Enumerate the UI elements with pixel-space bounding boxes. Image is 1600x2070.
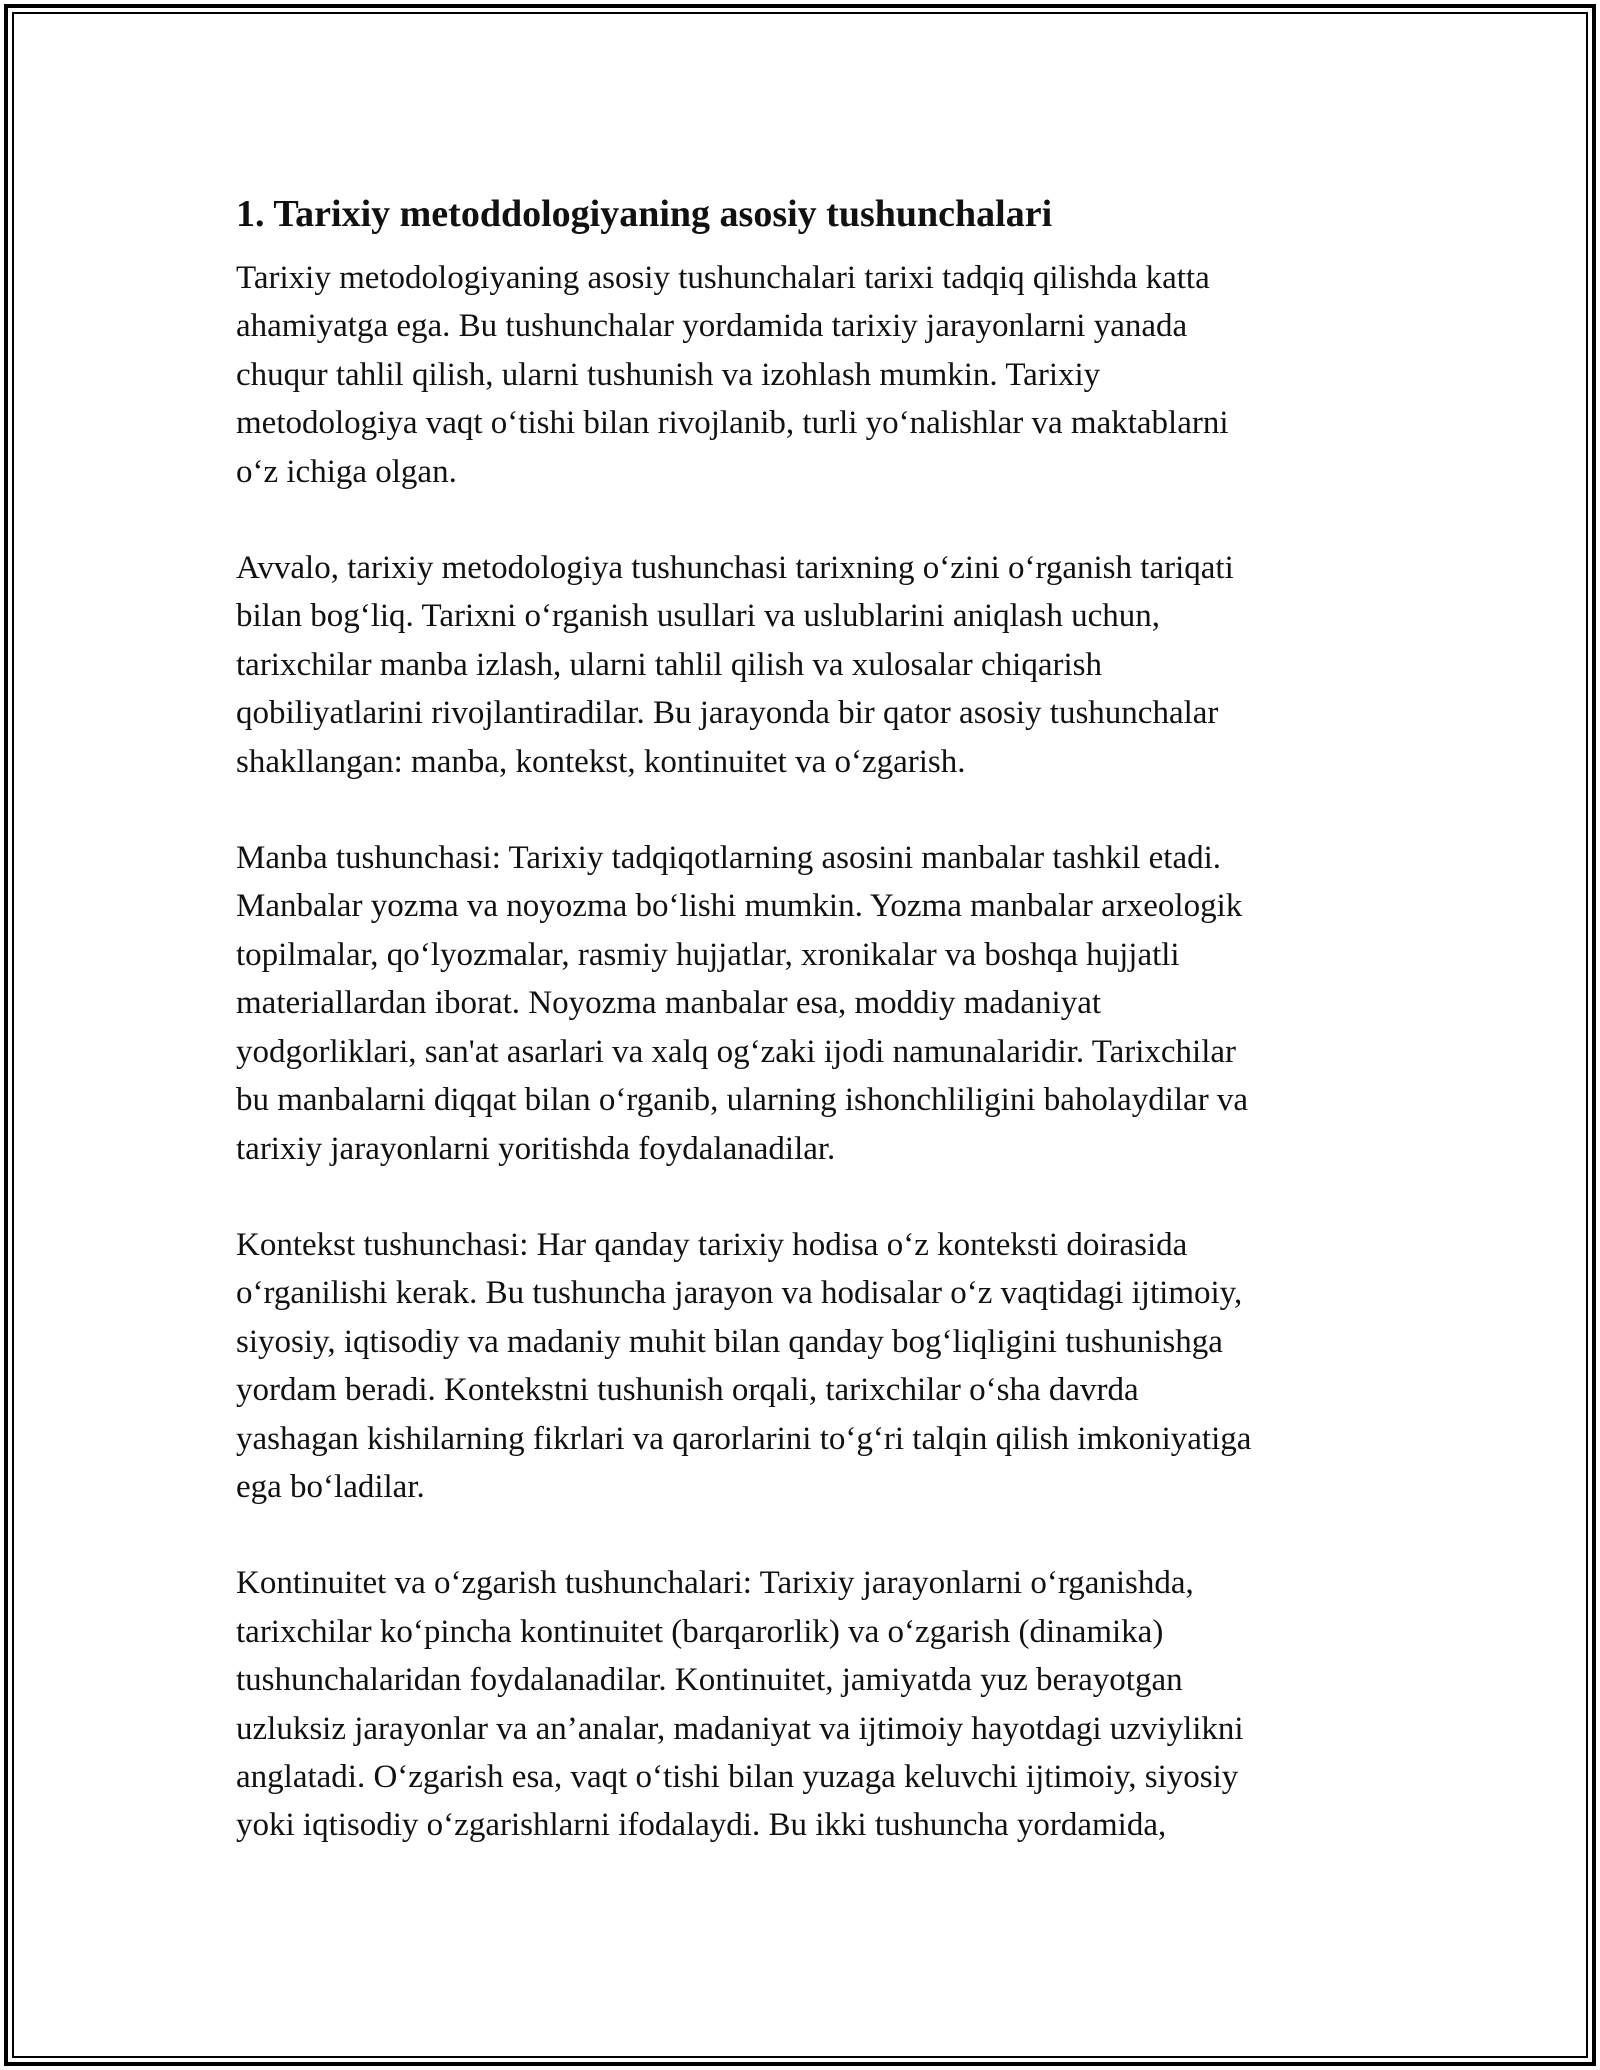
paragraph-line: yashagan kishilarning fikrlari va qarorlarini to‘g‘ri talqin qilish imkoniyatiga <box>236 1420 1252 1457</box>
section-heading: 1. Tarixiy metoddologiyaning asosiy tushunchalari <box>236 193 1053 235</box>
paragraph-line: anglatadi. O‘zgarish esa, vaqt o‘tishi bilan yuzaga keluvchi ijtimoiy, siyosiy <box>236 1758 1239 1795</box>
paragraph-line: ahamiyatga ega. Bu tushunchalar yordamida tarixiy jarayonlarni yanada <box>236 308 1188 345</box>
paragraph-line: ega bo‘ladilar. <box>236 1468 425 1505</box>
paragraph <box>236 544 1376 786</box>
paragraph-line: Kontekst tushunchasi: Har qanday tarixiy hodisa o‘z konteksti doirasida <box>236 1226 1188 1263</box>
paragraph-line: tarixchilar manba izlash, ularni tahlil qilish va xulosalar chiqarish <box>236 646 1102 683</box>
paragraph-line: topilmalar, qo‘lyozmalar, rasmiy hujjatlar, xronikalar va boshqa hujjatli <box>236 936 1180 973</box>
paragraph-line: o‘z ichiga olgan. <box>236 453 457 490</box>
paragraph-line: yordam beradi. Kontekstni tushunish orqali, tarixchilar o‘sha davrda <box>236 1372 1139 1409</box>
paragraph-list <box>236 254 1376 1850</box>
paragraph-line: Manbalar yozma va noyozma bo‘lishi mumkin. Yozma manbalar arxeologik <box>236 888 1243 925</box>
paragraph-line: tarixchilar ko‘pincha kontinuitet (barqarorlik) va o‘zgarish (dinamika) <box>236 1613 1164 1650</box>
paragraph <box>236 834 1376 1173</box>
paragraph-line: uzluksiz jarayonlar va an’analar, madaniyat va ijtimoiy hayotdagi uzviylikni <box>236 1710 1244 1747</box>
paragraph-line: Manba tushunchasi: Tarixiy tadqiqotlarning asosini manbalar tashkil etadi. <box>236 840 1222 877</box>
paragraph-line: materiallardan iborat. Noyozma manbalar esa, moddiy madaniyat <box>236 985 1102 1022</box>
paragraph-line: tarixiy jarayonlarni yoritishda foydalanadilar. <box>236 1130 836 1167</box>
paragraph-line: siyosiy, iqtisodiy va madaniy muhit bilan qanday bog‘liqligini tushunishga <box>236 1323 1223 1360</box>
paragraph-line: Tarixiy metodologiyaning asosiy tushunchalari tarixi tadqiq qilishda katta <box>236 260 1210 296</box>
paragraph <box>236 1559 1376 1849</box>
paragraph-line: yodgorliklari, san'at asarlari va xalq og‘zaki ijodi namunalaridir. Tarixchilar <box>236 1033 1237 1070</box>
paragraph-line: chuqur tahlil qilish, ularni tushunish va izohlash mumkin. Tarixiy <box>236 356 1101 393</box>
paragraph-line: bu manbalarni diqqat bilan o‘rganib, ularning ishonchliligini baholaydilar va <box>236 1082 1249 1119</box>
paragraph-line: tushunchalaridan foydalanadilar. Kontinuitet, jamiyatda yuz berayotgan <box>236 1662 1183 1699</box>
paragraph-line: qobiliyatlarini rivojlantiradilar. Bu jarayonda bir qator asosiy tushunchalar <box>236 695 1219 732</box>
paragraph-line: Kontinuitet va o‘zgarish tushunchalari: Tarixiy jarayonlarni o‘rganishda, <box>236 1565 1194 1602</box>
document-body <box>236 186 1376 1898</box>
paragraph-line: o‘rganilishi kerak. Bu tushuncha jarayon va hodisalar o‘z vaqtidagi ijtimoiy, <box>236 1275 1243 1312</box>
paragraph-line: yoki iqtisodiy o‘zgarishlarni ifodalaydi. Bu ikki tushuncha yordamida, <box>236 1807 1167 1844</box>
paragraph <box>236 254 1376 496</box>
paragraph-line: shakllangan: manba, kontekst, kontinuitet va o‘zgarish. <box>236 743 966 780</box>
paragraph-line: Avvalo, tarixiy metodologiya tushunchasi tarixning o‘zini o‘rganish tariqati <box>236 550 1234 587</box>
paragraph-line: metodologiya vaqt o‘tishi bilan rivojlanib, turli yo‘nalishlar va maktablarni <box>236 405 1229 442</box>
paragraph <box>236 1221 1376 1511</box>
paragraph-line: bilan bog‘liq. Tarixni o‘rganish usullari va uslublarini aniqlash uchun, <box>236 598 1160 635</box>
